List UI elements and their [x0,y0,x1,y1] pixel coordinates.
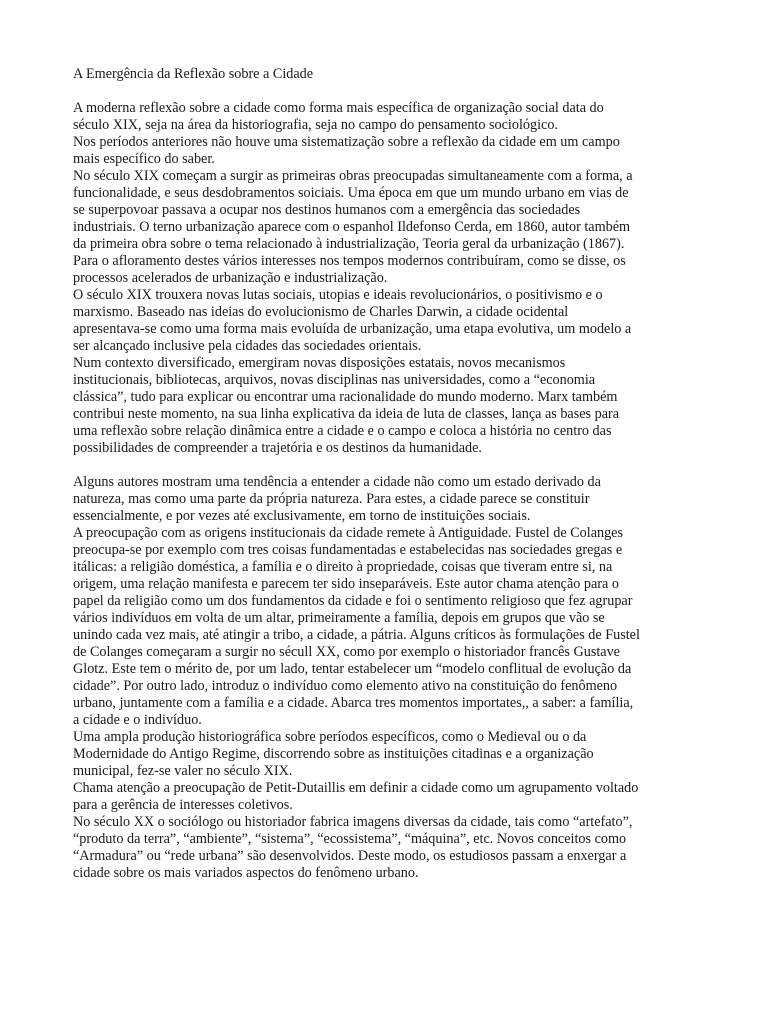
blank-line [73,83,703,100]
document-title: A Emergência da Reflexão sobre a Cidade [73,66,314,82]
paragraph: A moderna reflexão sobre a cidade como forma mais específica de organização social data do século XIX, seja na área da historiografia, seja no campo do pensamento sociológico. [73,100,604,133]
paragraph: Chama atenção a preocupação de Petit-Dutaillis em definir a cidade como um agrupamento voltado para a gerência de interesses coletivos. [73,780,639,813]
paragraph: A preocupação com as origens institucionais da cidade remete à Antiguidade. Fustel de Colanges preocupa-se por exemplo com tres coisas fundamentadas e estabelecidas nas sociedades gregas e itálicas: a religião doméstica, a família e o direito à propriedade, coisas que tiveram entre si, na origem, uma relação manifesta e parecem ter sido inseparáveis. Este autor chama atenção para o papel da religião como um dos fundamentos da cidade e foi o sentimento religioso que fez agrupar vários indivíduos em volta de um altar, primeiramente a família, depois em grupos que vão se unindo cada vez mais, até atingir a tribo, a cidade, a pátria. Alguns críticos às formulações de Fustel de Colanges começaram a surgir no sécull XX, como por exemplo o historiador francês Gustave Glotz. Este tem o mérito de, por um lado, tentar estabelecer um “modelo conflitual de evolução da cidade”. Por outro lado, introduz o indivíduo como elemento ativo na constituição do fenômeno urbano, juntamente com a família e a cidade. Abarca tres momentos importates,, a saber: a família, a cidade e o indivíduo. [73,525,640,728]
paragraph: O século XIX trouxera novas lutas sociais, utopias e ideais revolucionários, o positivismo e o marxismo. Baseado nas ideias do evolucionismo de Charles Darwin, a cidade ocidental apresentava-se como uma forma mais evoluída de urbanização, uma etapa evolutiva, um modelo a ser alcançado inclusive pela cidades das sociedades orientais. [73,287,632,354]
paragraph: Uma ampla produção historiográfica sobre períodos específicos, como o Medieval ou o da Modernidade do Antigo Regime, discorrendo sobre as instituições citadinas e a organização municipal, fez-se valer no século XIX. [73,729,594,779]
paragraph: Nos períodos anteriores não houve uma sistematização sobre a reflexão da cidade em um campo mais específico do saber. [73,134,620,167]
paragraph: No século XX o sociólogo ou historiador fabrica imagens diversas da cidade, tais como “artefato”, “produto da terra”, “ambiente”, “sistema”, “ecossistema”, “máquina”, etc. Novos conceitos como “Armadura” ou “rede urbana” são desenvolvidos. Deste modo, os estudiosos passam a enxergar a cidade sobre os mais variados aspectos do fenômeno urbano. [73,814,633,881]
document-page [73,66,703,882]
paragraph: No século XIX começam a surgir as primeiras obras preocupadas simultaneamente com a forma, a funcionalidade, e seus desdobramentos soiciais. Uma época em que um mundo urbano em vias de se superpovoar passava a ocupar nos destinos humanos com a emergência das sociedades industriais. O terno urbanização aparece com o espanhol Ildefonso Cerda, em 1860, autor também da primeira obra sobre o tema relacionado à industrialização, Teoria geral da urbanização (1867). Para o afloramento destes vários interesses nos tempos modernos contribuíram, como se disse, os processos acelerados de urbanização e industrialização. [73,168,633,286]
blank-line [73,457,703,474]
paragraph: Num contexto diversificado, emergiram novas disposições estatais, novos mecanismos institucionais, bibliotecas, arquivos, novas disciplinas nas universidades, como a “economia clássica”, tudo para explicar ou encontrar uma racionalidade do mundo moderno. Marx também contribui neste momento, na sua linha explicativa da ideia de luta de classes, lança as bases para uma reflexão sobre relação dinâmica entre a cidade e o campo e coloca a história no centro das possibilidades de compreender a trajetória e os destinos da humanidade. [73,355,620,456]
paragraph: Alguns autores mostram uma tendência a entender a cidade não como um estado derivado da natureza, mas como uma parte da própria natureza. Para estes, a cidade parece se constituir essencialmente, e por vezes até exclusivamente, em torno de instituições sociais. [73,474,601,524]
